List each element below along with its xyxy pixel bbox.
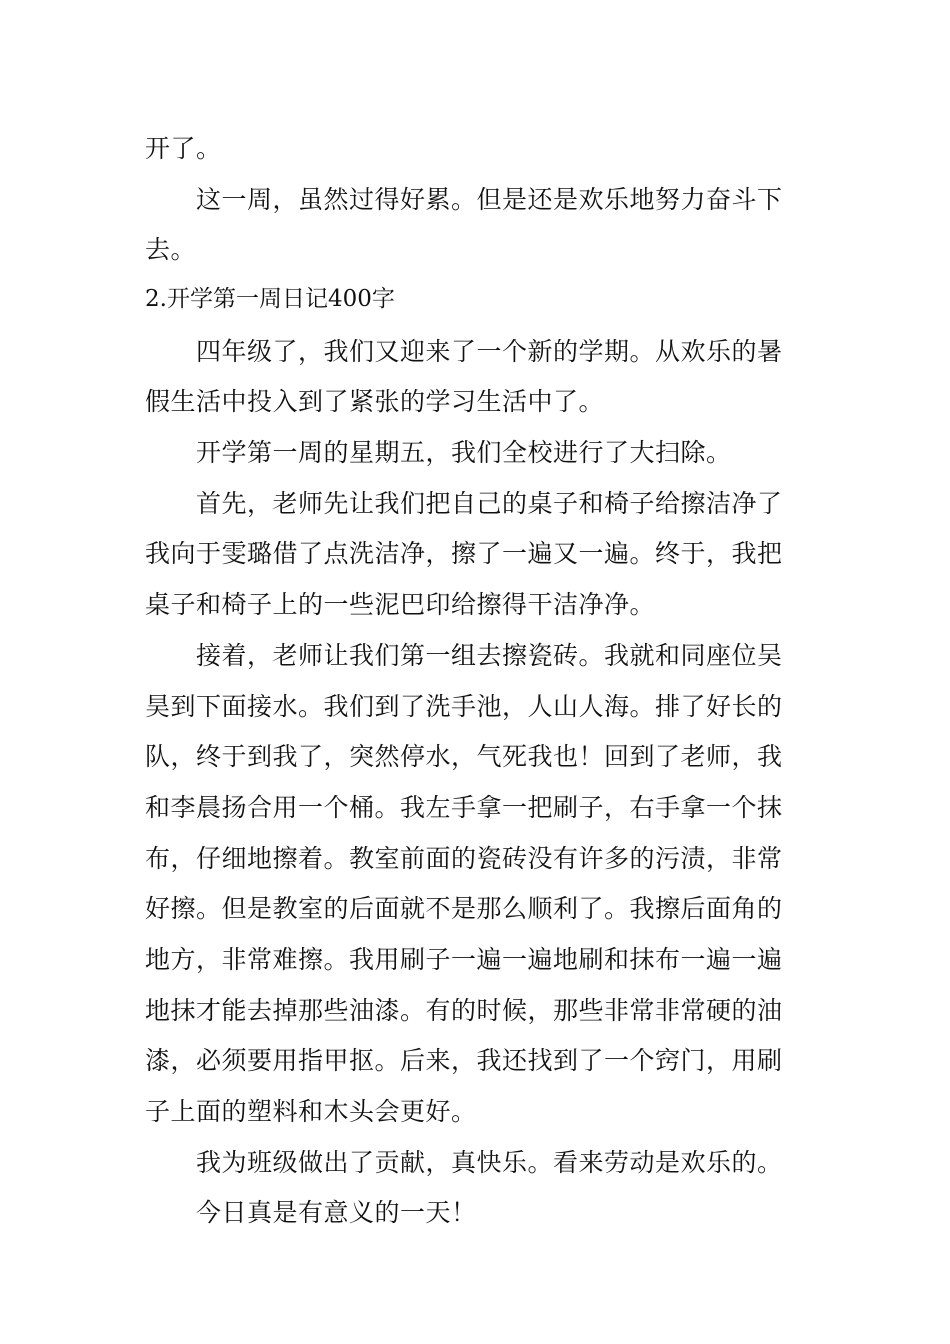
paragraph-first-line: 四年级了，我们又迎来了一个新的学期。从欢乐的暑 (196, 337, 783, 366)
text-line: 地抹才能去掉那些油漆。有的时候，那些非常非常硬的油 (145, 996, 783, 1025)
text-line: 开了。 (145, 134, 222, 163)
paragraph-first-line: 今日真是有意义的一天！ (196, 1198, 477, 1227)
paragraph-first-line: 首先，老师先让我们把自己的桌子和椅子给擦洁净了 (196, 489, 783, 518)
paragraph-first-line: 这一周，虽然过得好累。但是还是欢乐地努力奋斗下 (196, 185, 783, 214)
text-line: 布，仔细地擦着。教室前面的瓷砖没有许多的污渍，非常 (145, 844, 783, 873)
section-heading: 2.开学第一周日记400字 (145, 286, 395, 312)
text-line: 假生活中投入到了紧张的学习生活中了。 (145, 387, 605, 416)
text-line: 桌子和椅子上的一些泥巴印给擦得干洁净净。 (145, 590, 656, 619)
paragraph-first-line: 开学第一周的星期五，我们全校进行了大扫除。 (196, 438, 732, 467)
text-line: 昊到下面接水。我们到了洗手池，人山人海。排了好长的 (145, 692, 783, 721)
text-line: 地方，非常难擦。我用刷子一遍一遍地刷和抹布一遍一遍 (145, 945, 783, 974)
text-line: 好擦。但是教室的后面就不是那么顺利了。我擦后面角的 (145, 894, 783, 923)
text-line: 和李晨扬合用一个桶。我左手拿一把刷子，右手拿一个抹 (145, 793, 783, 822)
paragraph-first-line: 我为班级做出了贡献，真快乐。看来劳动是欢乐的。 (196, 1148, 783, 1177)
text-line: 漆，必须要用指甲抠。后来，我还找到了一个窍门，用刷 (145, 1046, 783, 1075)
text-line: 子上面的塑料和木头会更好。 (145, 1097, 477, 1126)
text-line: 去。 (145, 235, 197, 264)
text-line: 我向于雯璐借了点洗洁净，擦了一遍又一遍。终于，我把 (145, 539, 783, 568)
text-line: 队，终于到我了，突然停水，气死我也！回到了老师，我 (145, 742, 783, 771)
paragraph-first-line: 接着，老师让我们第一组去擦瓷砖。我就和同座位吴 (196, 641, 783, 670)
